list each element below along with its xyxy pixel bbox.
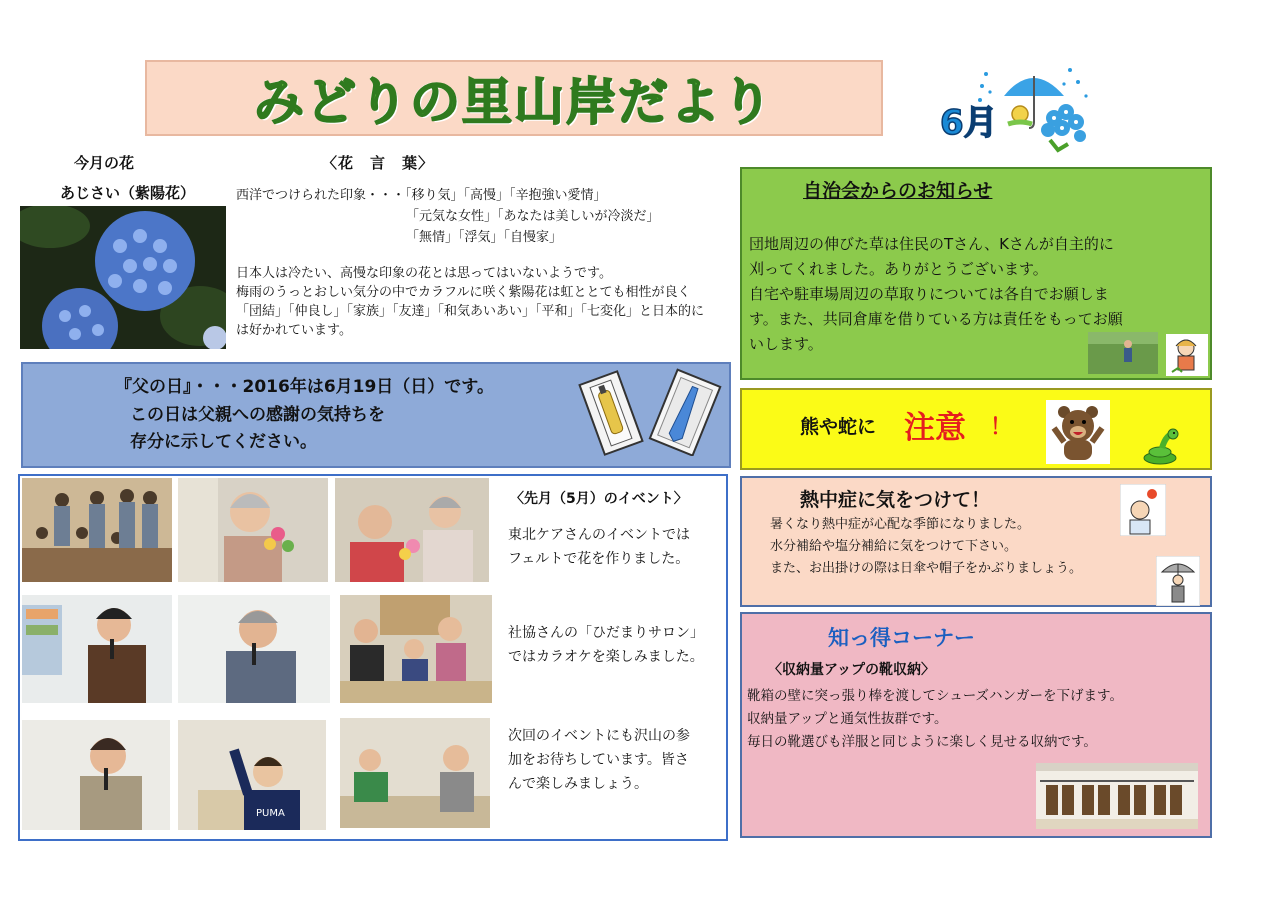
flower-meaning-text: 「元気な女性」「あなたは美しいが冷淡だ」 <box>406 209 660 224</box>
notice-line: す。また、共同倉庫を借りている方は責任をもってお願 <box>749 310 1123 328</box>
flower-meaning-text: 「無情」「浮気」「自慢家」 <box>406 230 563 245</box>
fathers-day-text: 存分に示してください。 <box>130 432 317 452</box>
events-heading: 〈先月（5月）のイベント〉 <box>510 491 688 507</box>
caution-exclamation: ！ <box>990 415 1013 440</box>
notice-line: 刈ってくれました。ありがとうございます。 <box>749 260 1048 278</box>
event-photo <box>178 478 328 582</box>
caution-label: 熊や蛇に <box>800 416 877 438</box>
notice-line: 自宅や駐車場周辺の草取りについては各自でお願しま <box>749 285 1109 303</box>
event-caption <box>508 621 704 669</box>
flower-meaning-text: 西洋でつけられた印象・・・「移り気」「高慢」「辛抱強い愛情」 <box>236 188 607 203</box>
hydrangea-photo <box>20 206 226 349</box>
event-caption-line: ではカラオケを楽しみました。 <box>508 649 704 665</box>
event-caption-line: 東北ケアさんのイベントでは <box>508 527 690 543</box>
tips-subheading: 〈収納量アップの靴収納〉 <box>768 662 936 678</box>
flower-desc-line: 日本人は冷たい、高慢な印象の花とは思ってはいないようです。 <box>236 266 612 281</box>
heatstroke-heading: 熱中症に気をつけて！ <box>800 489 991 511</box>
snake-icon <box>1140 426 1180 466</box>
tips-heading: 知っ得コーナー <box>828 626 975 650</box>
fathers-day-text: この日は父親への感謝の気持ちを <box>130 405 385 425</box>
grass-cutting-photo <box>1088 332 1158 374</box>
gift-box-icon <box>576 368 724 456</box>
event-photo <box>340 718 490 828</box>
title-banner <box>145 60 883 136</box>
event-photo <box>178 720 326 830</box>
parasol-person-icon <box>1156 556 1200 606</box>
heatstroke-line: 水分補給や塩分補給に気をつけて下さい。 <box>770 539 1018 554</box>
heatstroke-line: また、お出掛けの際は日傘や帽子をかぶりましょう。 <box>770 561 1083 576</box>
event-photo <box>178 595 330 703</box>
tips-line: 靴箱の壁に突っ張り棒を渡してシューズハンガーを下げます。 <box>747 688 1123 704</box>
weeding-person-icon <box>1166 334 1208 376</box>
flower-name: あじさい（紫陽花） <box>60 184 196 202</box>
flower-of-month-heading: 今月の花 <box>74 154 135 172</box>
event-caption-line: んで楽しみましょう。 <box>508 776 648 792</box>
heatstroke-line: 暑くなり熱中症が心配な季節になりました。 <box>770 517 1031 532</box>
hanakotoba-heading: 〈花 言 葉〉 <box>322 154 435 172</box>
svg-text:PUMA: PUMA <box>256 808 285 819</box>
flower-description <box>236 264 721 340</box>
notice-heading: 自治会からのお知らせ <box>803 180 993 202</box>
event-caption-line: 社協さんの「ひだまりサロン」 <box>508 625 704 641</box>
sick-person-icon <box>1120 484 1166 536</box>
bear-icon <box>1046 400 1110 464</box>
fathers-day-text: 『父の日』・・・2016年は6月19日（日）です。 <box>115 377 494 397</box>
event-photo <box>22 595 172 703</box>
event-caption-line: 次回のイベントにも沢山の参 <box>508 728 690 744</box>
tips-line: 収納量アップと通気性抜群です。 <box>747 711 948 727</box>
notice-line: 団地周辺の伸びた草は住民のTさん、Kさんが自主的に <box>749 235 1114 253</box>
event-photo <box>22 720 170 830</box>
event-photo <box>340 595 492 703</box>
caution-word: 注意 <box>904 410 966 446</box>
notice-line: いします。 <box>749 335 823 353</box>
event-caption-line: 加をお待ちしています。皆さ <box>508 752 689 768</box>
flower-desc-line: 梅雨のうっとおしい気分の中でカラフルに咲く紫陽花は虹ととても相性が良く <box>236 285 691 300</box>
event-photo <box>335 478 489 582</box>
shoe-storage-photo <box>1036 763 1198 829</box>
event-caption <box>508 523 690 571</box>
tips-line: 毎日の靴選びも洋服と同じように楽しく見せる収納です。 <box>747 734 1097 750</box>
event-photo <box>22 478 172 582</box>
newsletter-title: みどりの里山岸だより <box>254 73 774 131</box>
event-caption <box>508 724 690 796</box>
flower-desc-line: は好かれています。 <box>236 323 352 338</box>
heatstroke-body <box>770 514 1082 580</box>
event-caption-line: フェルトで花を作りました。 <box>508 551 690 567</box>
flower-desc-line: 「団結」「仲良し」「家族」「友達」「和気あいあい」「平和」「七変化」と日本的に <box>236 304 705 319</box>
tips-body <box>747 685 1123 754</box>
month-label: 6月 <box>940 103 998 143</box>
